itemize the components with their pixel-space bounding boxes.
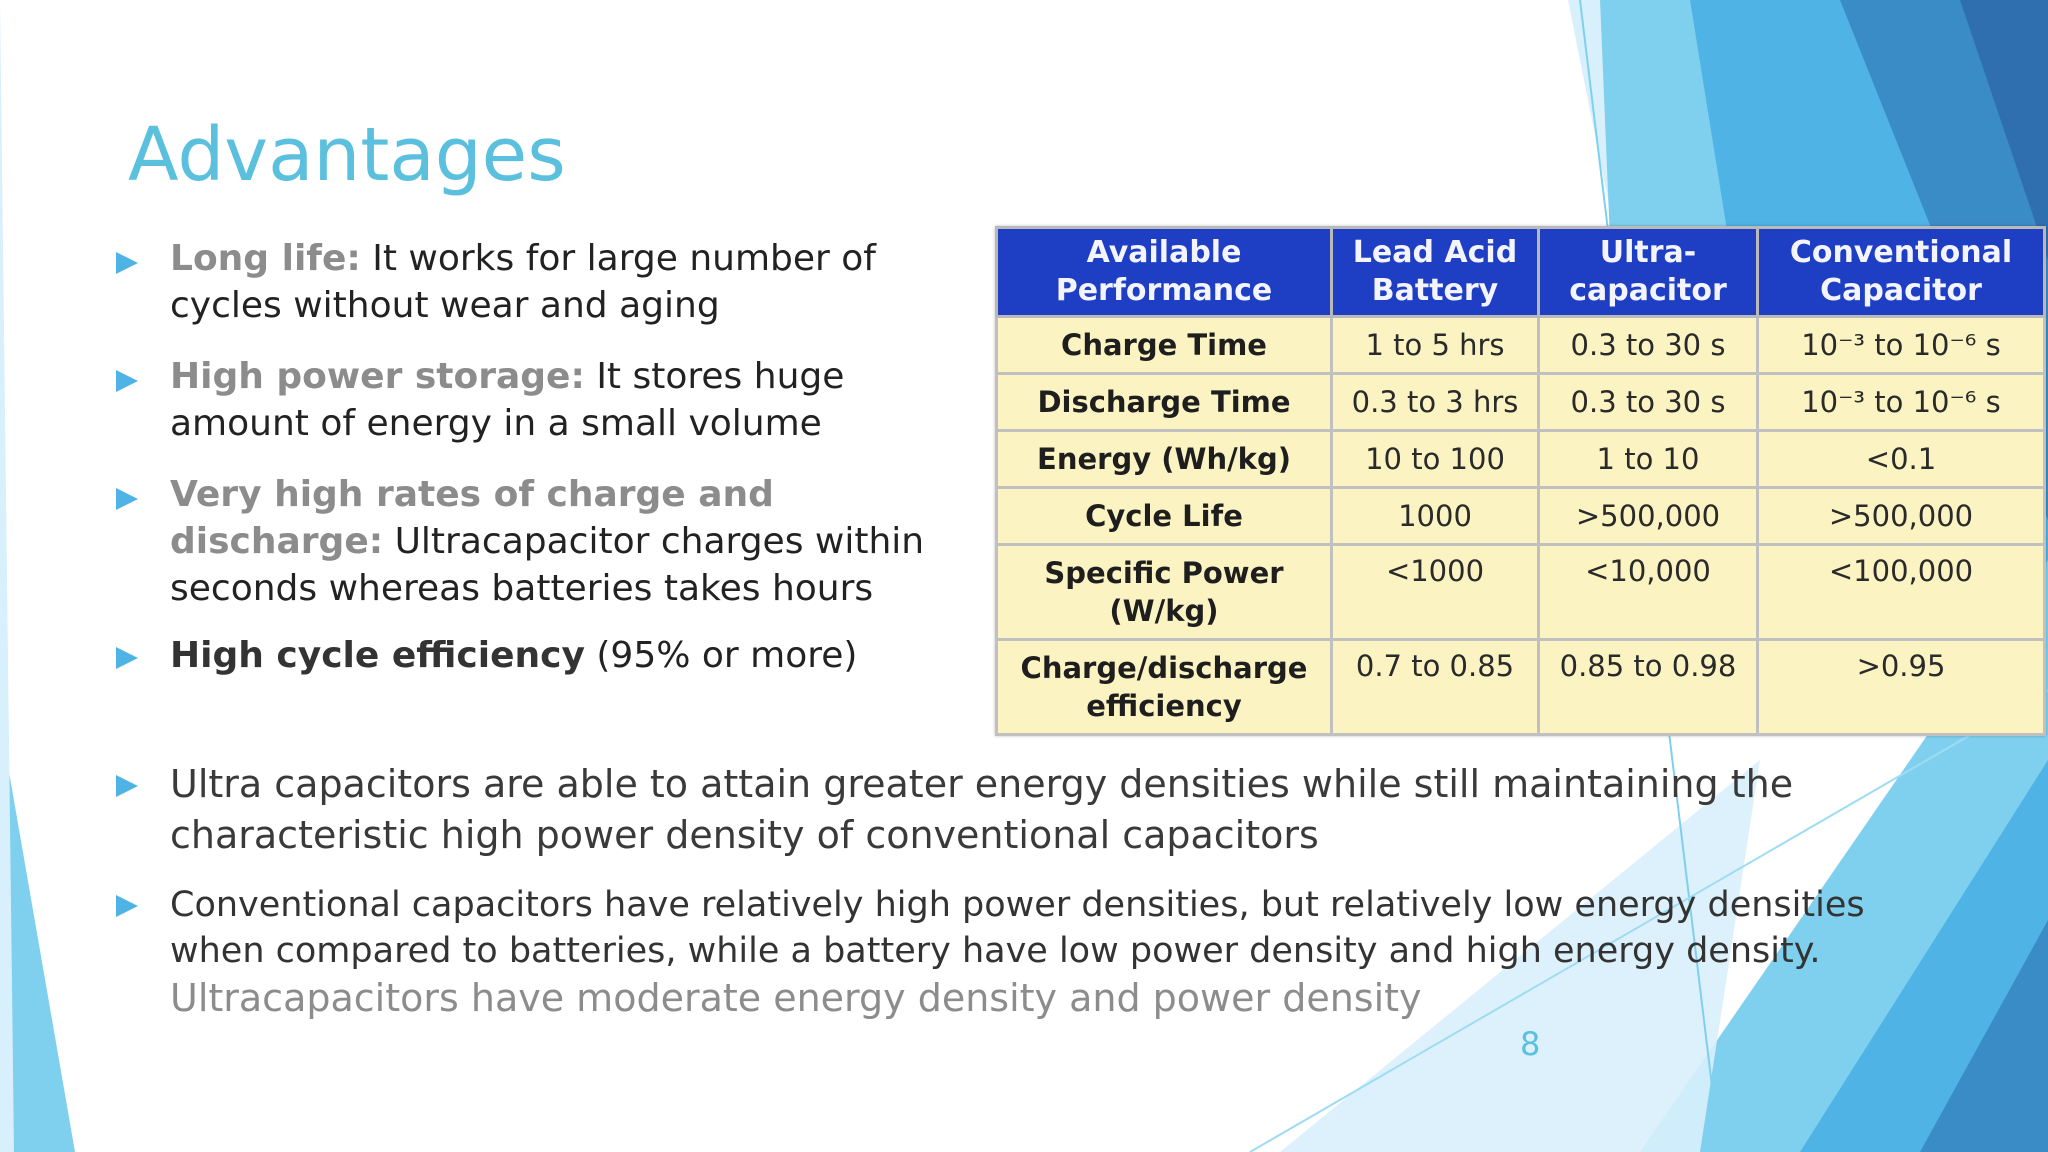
bullet-high-power-storage [170,353,970,447]
table-cell: >500,000 [1758,488,2045,545]
bullet-charge-discharge-rates [170,471,990,612]
bullet-text: It stores huge amount of energy in a small volume [170,356,845,444]
table-row [997,488,2045,545]
table-cell: 0.3 to 30 s [1539,317,1758,374]
table-cell: 0.85 to 0.98 [1539,640,1758,735]
bullet-text: Conventional capacitors have relatively high power densities, but relatively low energy densities when compared to batteries, while a battery have low power density and high energy density. [170,885,1865,971]
table-row [997,374,2045,431]
row-header: Cycle Life [997,488,1332,545]
bullet-ultracapacitor-energy-density: Ultra capacitors are able to attain greater energy densities while still maintaining the characteristic high power density of conventional capacitors [170,762,1794,857]
page-number: 8 [1520,1025,1541,1063]
column-header: Ultra-capacitor [1539,228,1758,317]
table-cell: 10⁻³ to 10⁻⁶ s [1758,374,2045,431]
triangle-right-icon [116,252,138,274]
column-header: Available Performance [997,228,1332,317]
table-row [997,431,2045,488]
row-header: Discharge Time [997,374,1332,431]
bullet-lead: High cycle efficiency [170,635,585,676]
table-cell: 1 to 5 hrs [1332,317,1539,374]
performance-table [995,226,2046,736]
triangle-right-icon [116,775,138,797]
bullet-lead: Very high rates of charge and discharge: [170,474,774,562]
table-row [997,640,2045,735]
triangle-right-icon [116,647,138,669]
bullet-lead: Long life: [170,238,361,279]
table-header-row [997,228,2045,317]
triangle-right-icon [116,370,138,392]
table-row [997,545,2045,640]
bullet-cycle-efficiency [170,632,970,679]
bullet-text: It works for large number of cycles without wear and aging [170,238,876,326]
table-cell: 1 to 10 [1539,431,1758,488]
table-cell: 0.3 to 30 s [1539,374,1758,431]
table-cell: <10,000 [1539,545,1758,640]
bullet-long-life [170,235,970,329]
row-header: Energy (Wh/kg) [997,431,1332,488]
bullet-lead: High power storage: [170,356,585,397]
bullet-text: Ultracapacitor charges within seconds whereas batteries takes hours [170,521,925,609]
table-cell: 0.3 to 3 hrs [1332,374,1539,431]
table-cell: <1000 [1332,545,1539,640]
table-cell: 10⁻³ to 10⁻⁶ s [1758,317,2045,374]
column-header: Conventional Capacitor [1758,228,2045,317]
slide-title: Advantages [128,112,566,198]
row-header: Charge Time [997,317,1332,374]
table-cell: >0.95 [1758,640,2045,735]
table-cell: 0.7 to 0.85 [1332,640,1539,735]
table-cell: <100,000 [1758,545,2045,640]
column-header: Lead Acid Battery [1332,228,1539,317]
table-cell: >500,000 [1539,488,1758,545]
triangle-right-icon [116,488,138,510]
triangle-right-icon [116,895,138,917]
table-cell: <0.1 [1758,431,2045,488]
table-cell: 1000 [1332,488,1539,545]
table-row [997,317,2045,374]
bullet-text: (95% or more) [584,635,858,676]
row-header: Charge/discharge efficiency [997,640,1332,735]
bullet-text-gray: Ultracapacitors have moderate energy density and power density [170,976,1422,1020]
row-header: Specific Power (W/kg) [997,545,1332,640]
table-cell: 10 to 100 [1332,431,1539,488]
bullet-conventional-vs-battery [170,882,1970,1022]
